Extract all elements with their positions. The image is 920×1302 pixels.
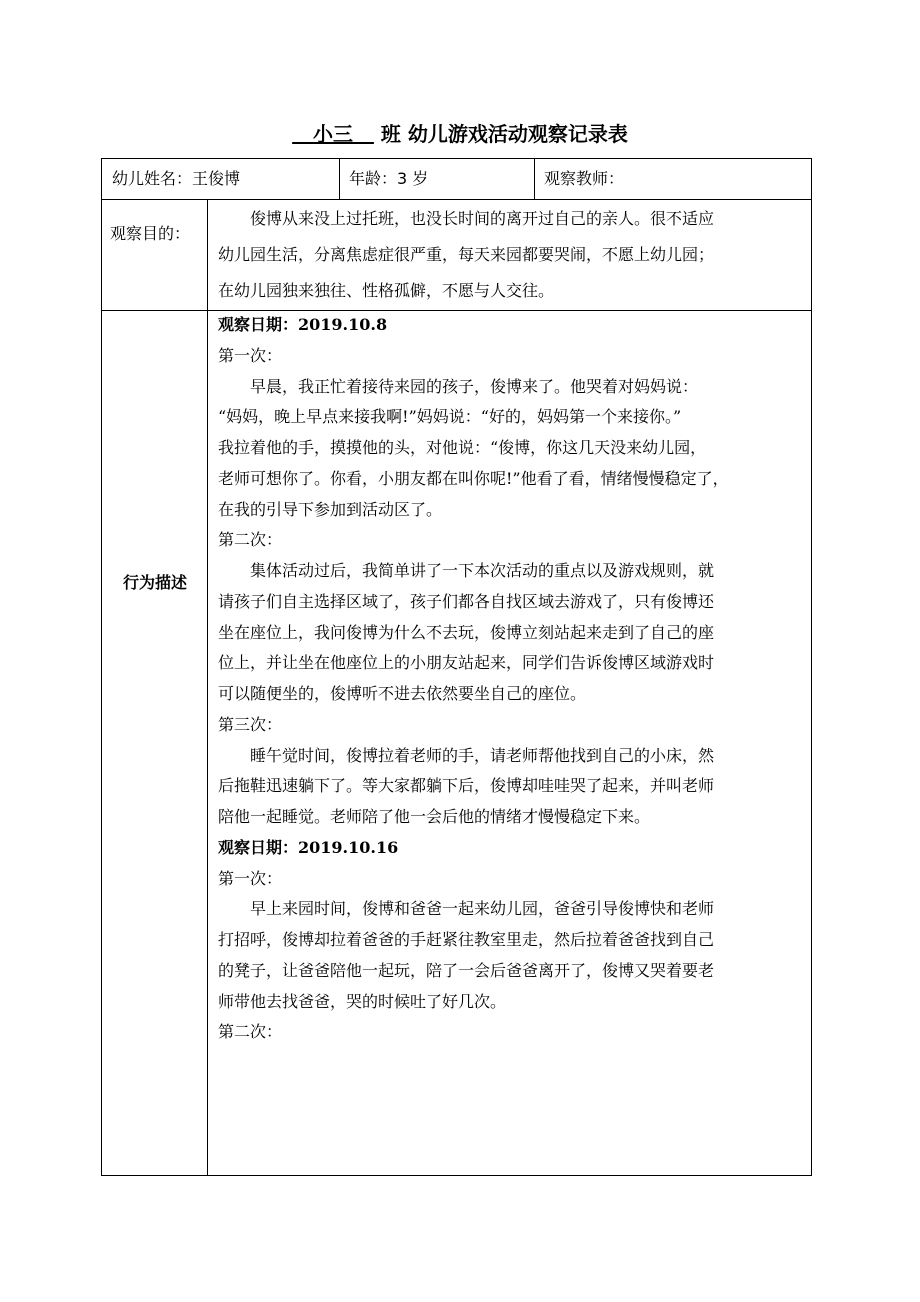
behavior-line: 早晨，我正忙着接待来园的孩子，俊博来了。他哭着对妈妈说： [250, 376, 699, 396]
behavior-line: 后拖鞋迅速躺下了。等大家都躺下后，俊博却哇哇哭了起来，并叫老师 [218, 776, 715, 796]
observation-date: 观察日期：2019.10.8 [218, 315, 388, 334]
behavior-line: 的凳子，让爸爸陪他一起玩，陪了一会后爸爸离开了，俊博又哭着要老 [218, 960, 715, 980]
class-name: 小三 [313, 122, 354, 146]
page-title [0, 118, 920, 150]
session-heading: 第三次： [218, 714, 283, 734]
session-heading: 第二次： [218, 1022, 283, 1042]
behavior-line: 可以随便坐的，俊博听不进去依然要坐自己的座位。 [218, 684, 587, 703]
purpose-line: 俊博从来没上过托班，也没长时间的离开过自己的亲人。很不适应 [250, 209, 715, 228]
purpose-text [218, 200, 812, 309]
behavior-line: 请孩子们自主选择区域了，孩子们都各自找区域去游戏了，只有俊博还 [218, 591, 715, 611]
behavior-line: 集体活动过后，我简单讲了一下本次活动的重点以及游戏规则，就 [250, 561, 715, 580]
behavior-line: 位上，并让坐在他座位上的小朋友站起来，同学们告诉俊博区域游戏时 [218, 653, 715, 673]
behavior-line: 睡午觉时间，俊博拉着老师的手，请老师帮他找到自己的小床，然 [250, 745, 715, 765]
behavior-line: 师带他去找爸爸，哭的时候吐了好几次。 [218, 991, 507, 1011]
col-divider [534, 159, 535, 199]
behavior-line: 我拉着他的手，摸摸他的头，对他说：“俊博，你这几天没来幼儿园， [218, 438, 707, 457]
purpose-line: 在幼儿园独来独往、性格孤僻，不愿与人交往。 [218, 281, 555, 300]
child-name-cell: 幼儿姓名：王俊博 [112, 169, 241, 188]
session-heading: 第二次： [218, 530, 283, 550]
purpose-line: 幼儿园生活，分离焦虑症很严重，每天来园都要哭闹，不愿上幼儿园； [218, 245, 715, 264]
behavior-label: 行为描述 [122, 573, 187, 592]
behavior-line: 早上来园时间，俊博和爸爸一起来幼儿园，爸爸引导俊博快和老师 [250, 899, 715, 919]
behavior-line: 在我的引导下参加到活动区了。 [218, 499, 443, 519]
session-heading: 第一次： [218, 868, 283, 888]
behavior-line: “妈妈，晚上早点来接我啊!”妈妈说：“好的，妈妈第一个来接你。” [218, 407, 682, 427]
col-divider [339, 159, 340, 199]
behavior-line: 坐在座位上，我问俊博为什么不去玩，俊博立刻站起来走到了自己的座 [218, 622, 715, 642]
session-heading: 第一次： [218, 345, 283, 365]
behavior-line: 打招呼，俊博却拉着爸爸的手赶紧往教室里走，然后拉着爸爸找到自己 [218, 930, 715, 949]
age-cell: 年龄：3 岁 [349, 169, 429, 188]
observation-date: 观察日期：2019.10.16 [218, 837, 399, 857]
behavior-line: 老师可想你了。你看，小朋友都在叫你呢!”他看了看，情绪慢慢稳定了， [218, 468, 729, 488]
purpose-label: 观察目的： [110, 224, 191, 243]
title-text: 班 幼儿游戏活动观察记录表 [380, 122, 628, 146]
behavior-line: 陪他一起睡觉。老师陪了他一会后他的情绪才慢慢稳定下来。 [218, 807, 651, 826]
teacher-cell: 观察教师： [544, 169, 625, 188]
observation-table [101, 158, 812, 1176]
col-divider [207, 199, 208, 1175]
class-name-blank [292, 122, 374, 146]
behavior-text [218, 310, 812, 1048]
